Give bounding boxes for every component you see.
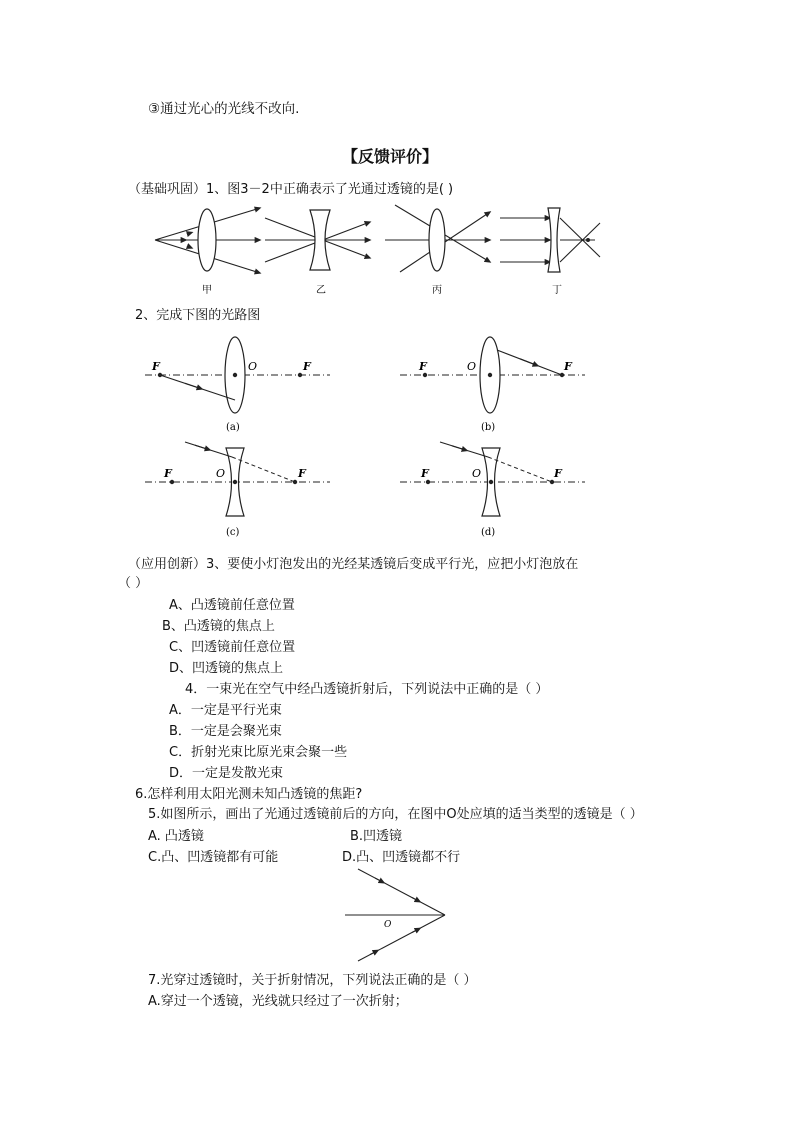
q5-text: 5.如图所示，画出了光通过透镜前后的方向，在图中O处应填的适当类型的透镜是（ ） [148,807,643,822]
q3-text: （应用创新）3、要使小灯泡发出的光经某透镜后变成平行光，应把小灯泡放在 [128,557,579,572]
diagram-yi [265,210,370,270]
intro-line: ③通过光心的光线不改向. [148,101,300,117]
svg-text:O: O [248,360,258,373]
svg-text:F: F [564,360,572,373]
q4-option-b: B．一定是会聚光束 [169,724,282,739]
svg-text:O: O [216,467,226,480]
diagram-d [400,442,585,538]
q7-text: 7.光穿过透镜时，关于折射情况，下列说法正确的是（ ） [148,973,477,988]
caption-d: (d) [481,527,496,538]
diagram-b [400,337,585,433]
diagram-c [145,442,330,538]
svg-text:F: F [421,467,429,480]
q3-option-a: A、凸透镜前任意位置 [169,598,295,613]
svg-text:F: F [419,360,427,373]
q3-option-b: B、凸透镜的焦点上 [162,619,275,634]
q3-blank: （ ） [118,576,149,591]
q3-option-c: C、凹透镜前任意位置 [169,640,296,655]
svg-text:F: F [554,467,562,480]
q5-center-label: O [384,920,392,930]
q4-option-d: D．一定是发散光束 [169,766,284,781]
q1-lens-figure [150,200,610,300]
caption-a: (a) [226,422,240,433]
q5-option-b: B.凹透镜 [350,829,403,844]
q2-optics-figure [140,330,600,540]
caption-c: (c) [226,527,240,538]
q5-option-a: A. 凸透镜 [148,829,204,844]
q4-text: 4．一束光在空气中经凸透镜折射后，下列说法中正确的是（ ） [185,682,549,697]
svg-text:F: F [303,360,311,373]
q5-option-d: D.凸、凹透镜都不行 [342,850,461,865]
diagram-a [145,337,330,433]
label-jia: 甲 [202,285,212,296]
q3-option-d: D、凹透镜的焦点上 [169,661,284,676]
caption-b: (b) [481,422,496,433]
q5-option-c: C.凸、凹透镜都有可能 [148,850,279,865]
diagram-ding [500,208,600,272]
label-bing: 丙 [432,285,442,296]
svg-text:F: F [298,467,306,480]
svg-text:F: F [164,467,172,480]
label-yi: 乙 [316,285,326,296]
diagram-jia [155,208,260,273]
q6-text: 6.怎样利用太阳光测未知凸透镜的焦距? [135,787,363,802]
svg-text:F: F [152,360,160,373]
label-ding: 丁 [552,285,562,296]
q7-option-a: A.穿过一个透镜，光线就只经过了一次折射； [148,994,408,1009]
diagram-bing [385,205,490,272]
q4-option-a: A．一定是平行光束 [169,703,282,718]
q2-text: 2、完成下图的光路图 [135,308,261,323]
svg-text:O: O [467,360,477,373]
section-title: 【反馈评价】 [342,147,439,166]
svg-text:O: O [472,467,482,480]
q4-option-c: C．折射光束比原光束会聚一些 [169,745,348,760]
q5-ray-figure [340,865,460,965]
q1-text: （基础巩固）1、图3－2中正确表示了光通过透镜的是( ) [128,182,454,197]
